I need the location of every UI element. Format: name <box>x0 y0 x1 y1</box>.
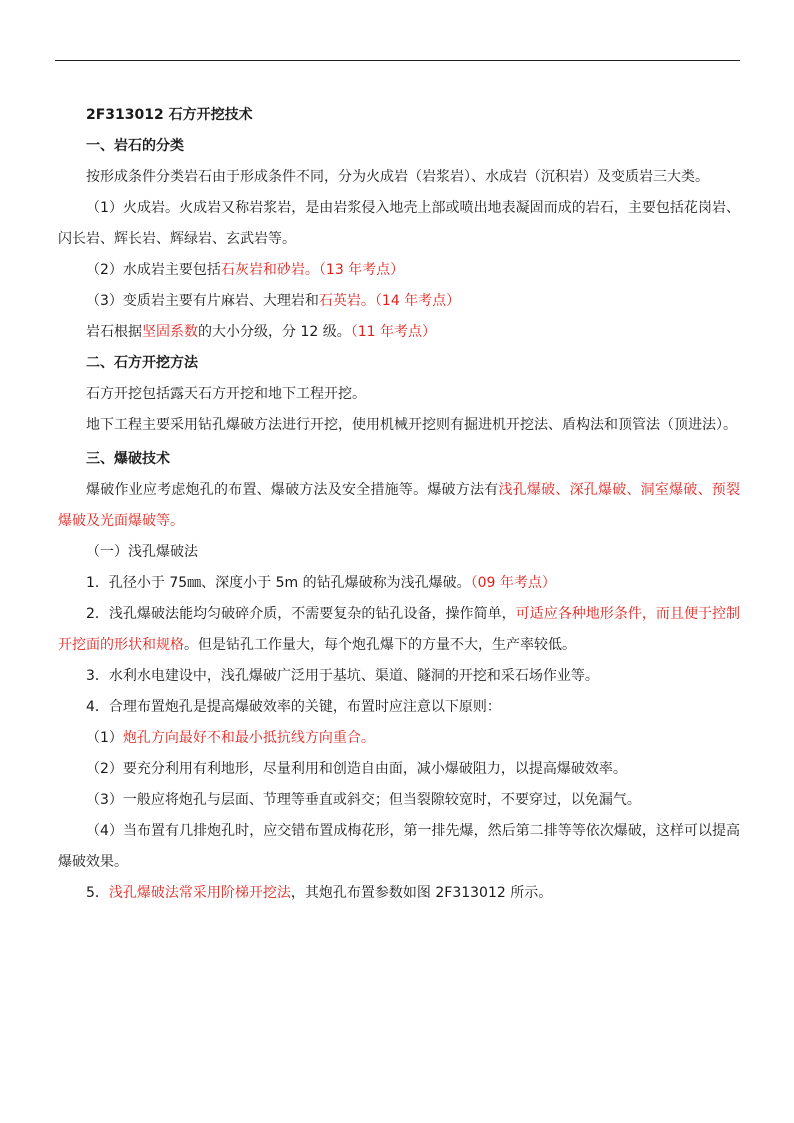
rule-4: （4）当布置有几排炮孔时，应交错布置成梅花形，第一排先爆，然后第二排等等依次爆破，这样可以提高爆破效果。 <box>58 823 740 870</box>
para-igneous: （1）火成岩。火成岩又称岩浆岩，是由岩浆侵入地壳上部或喷出地表凝固而成的岩石，主要包括花岗岩、闪长岩、辉长岩、辉绿岩、玄武岩等。 <box>58 200 740 247</box>
text: 岩石根据 <box>86 324 142 340</box>
text: 1．孔径小于 75㎜、深度小于 5m 的钻孔爆破称为浅孔爆破。 <box>86 575 471 591</box>
para-methods: 石方开挖包括露天石方开挖和地下工程开挖。 <box>86 386 366 402</box>
highlight-text: 浅孔爆破、深孔爆破、洞室爆破、预裂爆破及光面爆破等。 <box>58 482 741 529</box>
text: 。但是钻孔工作量大，每个炮孔爆下的方量不大，生产率较低。 <box>184 637 576 653</box>
para-metamorphic <box>58 286 740 317</box>
para-underground: 地下工程主要采用钻孔爆破方法进行开挖，使用机械开挖则有掘进机开挖法、盾构法和顶管法（顶进法）。 <box>86 417 737 433</box>
text: 5． <box>86 885 109 901</box>
section-title: 2F313012 石方开挖技术 <box>86 107 253 123</box>
rule-3: （3）一般应将炮孔与层面、节理等垂直或斜交；但当裂隙较宽时，不要穿过，以免漏气。 <box>86 792 641 808</box>
text: （2）水成岩主要包括 <box>86 262 221 278</box>
item-5 <box>58 878 740 909</box>
para-grading <box>58 317 740 348</box>
heading-excavation-methods: 二、石方开挖方法 <box>86 355 198 371</box>
item-2 <box>58 599 740 661</box>
header-rule <box>55 60 740 61</box>
para-intro: 按形成条件分类岩石由于形成条件不同，分为火成岩（岩浆岩）、水成岩（沉积岩）及变质岩三大类。 <box>86 169 709 185</box>
text: 的大小分级，分 12 级。 <box>198 324 351 340</box>
heading-blasting: 三、爆破技术 <box>86 451 170 467</box>
text: ，其炮孔布置参数如图 2F313012 所示。 <box>290 885 553 901</box>
highlight-text: 坚固系数 <box>142 324 198 340</box>
rule-1 <box>58 723 740 754</box>
text: 爆破作业应考虑炮孔的布置、爆破方法及安全措施等。爆破方法有 <box>86 482 499 498</box>
item-1 <box>58 568 740 599</box>
heading-rock-classification: 一、岩石的分类 <box>86 138 184 154</box>
document-body <box>58 100 740 909</box>
highlight-text: 浅孔爆破法常采用阶梯开挖法 <box>108 885 291 901</box>
highlight-text: 可适应各种地形条件，而且便于控制开挖面的形状和规格 <box>58 606 741 653</box>
rule-2: （2）要充分利用有利地形，尽量利用和创造自由面，减小爆破阻力，以提高爆破效率。 <box>86 761 627 777</box>
text: 2．浅孔爆破法能均匀破碎介质，不需要复杂的钻孔设备，操作简单， <box>86 606 516 622</box>
item-4: 4．合理布置炮孔是提高爆破效率的关键，布置时应注意以下原则： <box>86 699 501 715</box>
highlight-text: 石灰岩和砂岩。（13 年考点） <box>220 262 405 278</box>
para-sedimentary <box>58 255 740 286</box>
para-blasting <box>58 475 740 537</box>
text: （3）变质岩主要有片麻岩、大理岩和 <box>86 293 319 309</box>
highlight-text: 石英岩。（14 年考点） <box>318 293 461 309</box>
item-3: 3．水利水电建设中，浅孔爆破广泛用于基坑、渠道、隧洞的开挖和采石场作业等。 <box>86 668 599 684</box>
highlight-text: （09 年考点） <box>470 575 556 591</box>
highlight-text: （11 年考点） <box>350 324 436 340</box>
highlight-text: 炮孔方向最好不和最小抵抗线方向重合。 <box>122 730 375 746</box>
text: （1） <box>86 730 123 746</box>
subheading-shallow-hole: （一）浅孔爆破法 <box>86 544 198 560</box>
